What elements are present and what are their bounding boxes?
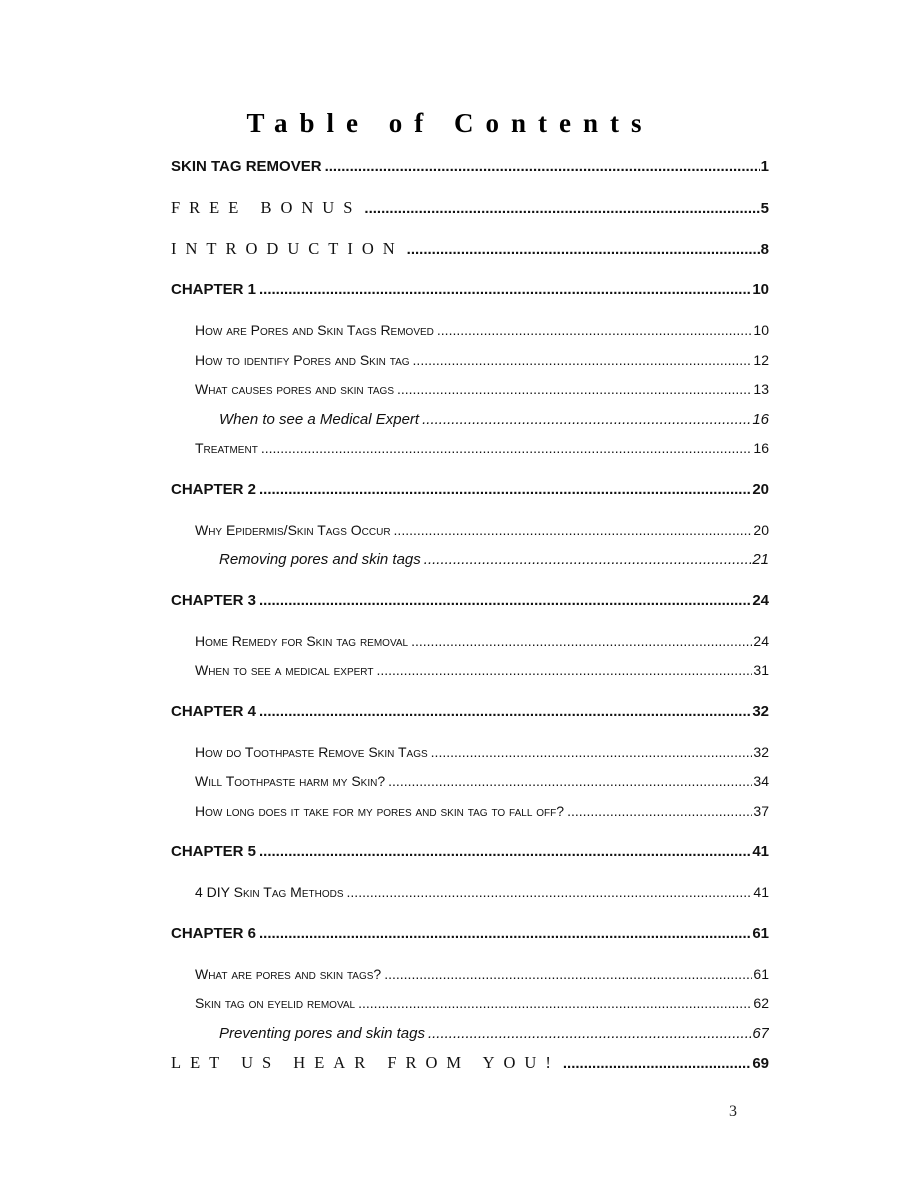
toc-chapter-entry[interactable] bbox=[171, 475, 769, 505]
toc-entry-label: FREE BONUS bbox=[171, 198, 362, 217]
toc-leader bbox=[407, 235, 760, 264]
toc-leader bbox=[376, 656, 752, 686]
toc-entry[interactable] bbox=[171, 234, 769, 264]
toc-entry-label: Will Toothpaste harm my Skin? bbox=[195, 773, 386, 789]
toc-subsection-entry[interactable] bbox=[171, 545, 769, 575]
toc-section-entry[interactable] bbox=[171, 738, 769, 768]
page-title: Table of Contents bbox=[246, 108, 654, 138]
toc-entry-page: 24 bbox=[752, 591, 769, 609]
toc-entry-label: LET US HEAR FROM YOU! bbox=[171, 1053, 560, 1072]
toc-entry-page: 1 bbox=[760, 158, 769, 175]
toc-entry-label: What are pores and skin tags? bbox=[195, 965, 382, 982]
toc-entry[interactable] bbox=[171, 152, 769, 182]
toc-leader bbox=[424, 545, 752, 575]
toc-section-entry[interactable] bbox=[171, 346, 769, 376]
toc-entry-label: CHAPTER 4 bbox=[171, 702, 257, 720]
toc-leader bbox=[567, 797, 752, 827]
toc-entry-label: CHAPTER 3 bbox=[171, 591, 257, 609]
toc-entry-page: 37 bbox=[753, 802, 769, 819]
toc-leader bbox=[259, 586, 751, 616]
toc-leader bbox=[347, 878, 753, 908]
toc-section-entry[interactable] bbox=[171, 516, 769, 546]
toc-leader bbox=[325, 152, 760, 182]
toc-leader bbox=[413, 346, 753, 376]
toc-leader bbox=[394, 516, 753, 546]
toc-section-entry[interactable] bbox=[171, 960, 769, 990]
toc-entry-label: Skin tag on eyelid removal bbox=[195, 995, 356, 1011]
toc-entry-page: 20 bbox=[753, 521, 769, 538]
toc-chapter-entry[interactable] bbox=[171, 275, 769, 305]
toc-entry-page: 61 bbox=[753, 965, 769, 982]
toc-subsection-entry[interactable] bbox=[171, 1019, 769, 1049]
toc-entry-page: 16 bbox=[752, 410, 769, 428]
toc-section-entry[interactable] bbox=[171, 767, 769, 797]
toc-entry-page: 31 bbox=[753, 662, 769, 678]
toc-leader bbox=[358, 989, 752, 1019]
toc-leader bbox=[259, 697, 751, 727]
toc-section-entry[interactable] bbox=[171, 627, 769, 657]
toc-entry-label: Why Epidermis/Skin Tags Occur bbox=[195, 521, 391, 538]
toc-entry-page: 24 bbox=[753, 632, 769, 649]
toc-entry-page: 61 bbox=[752, 924, 769, 942]
toc-entry-page: 13 bbox=[753, 381, 769, 397]
toc-entry-page: 34 bbox=[753, 773, 769, 789]
toc-section-entry[interactable] bbox=[171, 316, 769, 346]
toc-entry-label: How do Toothpaste Remove Skin Tags bbox=[195, 743, 428, 760]
toc-chapter-entry[interactable] bbox=[171, 919, 769, 949]
toc-entry-page: 41 bbox=[753, 884, 769, 900]
toc-entry-page: 12 bbox=[753, 351, 769, 368]
toc-entry-page: 41 bbox=[752, 843, 769, 860]
toc-entry-label: SKIN TAG REMOVER bbox=[171, 158, 322, 175]
toc-entry-label: Home Remedy for Skin tag removal bbox=[195, 632, 409, 649]
toc-entry-label: Preventing pores and skin tags bbox=[219, 1024, 425, 1042]
toc-leader bbox=[563, 1049, 751, 1078]
toc-entry-page: 67 bbox=[752, 1024, 769, 1042]
toc-entry-label: CHAPTER 5 bbox=[171, 843, 257, 860]
toc-leader bbox=[431, 738, 753, 768]
toc-entry[interactable] bbox=[171, 193, 769, 223]
toc-entry-label: Removing pores and skin tags bbox=[219, 551, 421, 568]
toc-entry[interactable] bbox=[171, 1048, 769, 1078]
toc-entry-page: 32 bbox=[753, 743, 769, 760]
toc-leader bbox=[384, 960, 752, 990]
toc-leader bbox=[397, 375, 752, 405]
toc-entry-label: When to see a medical expert bbox=[195, 662, 374, 678]
toc-entry-label: CHAPTER 1 bbox=[171, 281, 257, 298]
toc-leader bbox=[428, 1019, 751, 1049]
toc-entry-label: 4 DIY Skin Tag Methods bbox=[195, 884, 344, 900]
toc-entry-page: 10 bbox=[753, 322, 769, 338]
toc-leader bbox=[259, 475, 751, 505]
toc-entry-label: How are Pores and Skin Tags Removed bbox=[195, 322, 434, 338]
toc-entry-page: 10 bbox=[752, 281, 769, 298]
toc-list bbox=[171, 152, 769, 1078]
toc-entry-page: 8 bbox=[760, 241, 769, 258]
toc-entry-page: 16 bbox=[753, 440, 769, 456]
toc-section-entry[interactable] bbox=[171, 375, 769, 405]
toc-entry-label: INTRODUCTION bbox=[171, 239, 404, 258]
toc-subsection-entry[interactable] bbox=[171, 405, 769, 435]
toc-entry-label: CHAPTER 2 bbox=[171, 480, 257, 498]
toc-entry-label: How to identify Pores and Skin tag bbox=[195, 351, 410, 368]
toc-entry-page: 69 bbox=[752, 1055, 769, 1072]
toc-entry-page: 5 bbox=[760, 200, 769, 217]
toc-entry-page: 21 bbox=[752, 551, 769, 568]
toc-entry-page: 20 bbox=[752, 480, 769, 498]
toc-entry-label: What causes pores and skin tags bbox=[195, 381, 394, 397]
toc-leader bbox=[259, 919, 751, 949]
toc-section-entry[interactable] bbox=[171, 878, 769, 908]
toc-leader bbox=[364, 194, 759, 223]
toc-chapter-entry[interactable] bbox=[171, 586, 769, 616]
toc-leader bbox=[259, 837, 751, 867]
toc-section-entry[interactable] bbox=[171, 989, 769, 1019]
toc-entry-page: 32 bbox=[752, 702, 769, 720]
toc-leader bbox=[259, 275, 751, 305]
toc-entry-page: 62 bbox=[753, 995, 769, 1011]
toc-entry-label: Treatment bbox=[195, 440, 258, 456]
toc-section-entry[interactable] bbox=[171, 434, 769, 464]
toc-entry-label: How long does it take for my pores and skin tag to fall off? bbox=[195, 802, 565, 819]
toc-entry-label: CHAPTER 6 bbox=[171, 924, 257, 942]
page-number: 3 bbox=[729, 1103, 737, 1120]
toc-leader bbox=[261, 434, 753, 464]
toc-leader bbox=[411, 627, 752, 657]
toc-section-entry[interactable] bbox=[171, 797, 769, 827]
toc-chapter-entry[interactable] bbox=[171, 697, 769, 727]
toc-section-entry[interactable] bbox=[171, 656, 769, 686]
toc-leader bbox=[437, 316, 753, 346]
toc-leader bbox=[388, 767, 752, 797]
toc-entry-label: When to see a Medical Expert bbox=[219, 410, 420, 428]
toc-leader bbox=[422, 405, 751, 435]
toc-chapter-entry[interactable] bbox=[171, 837, 769, 867]
